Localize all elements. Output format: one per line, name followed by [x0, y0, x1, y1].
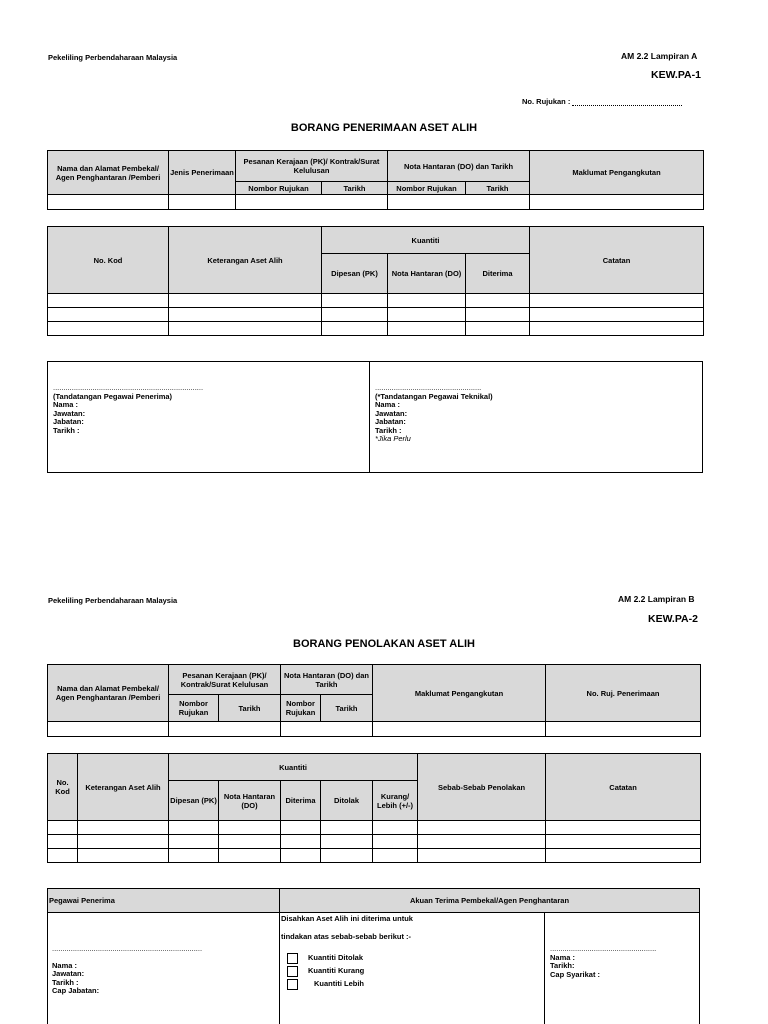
table-cell[interactable]	[388, 195, 530, 210]
table-cell[interactable]	[169, 322, 322, 336]
col-tarikh-do: Tarikh	[321, 695, 373, 722]
table-cell[interactable]	[466, 294, 530, 308]
table-cell[interactable]	[373, 849, 418, 863]
border-right	[699, 912, 700, 1024]
col-nama-alamat: Nama dan Alamat Pembekal/ Agen Penghantaran /Pemberi	[48, 665, 169, 722]
table-cell[interactable]	[219, 849, 281, 863]
table-cell[interactable]	[281, 835, 321, 849]
akuan-line-1: Disahkan Aset Alih ini diterima untuk	[281, 914, 413, 923]
table-cell[interactable]	[48, 322, 169, 336]
form2-acknowledgement	[47, 888, 700, 1024]
table-row	[48, 322, 704, 336]
pegawai-penerima-signature	[52, 945, 202, 996]
tarikh-label: Tarikh :	[375, 425, 402, 435]
form1-table-items	[47, 226, 704, 336]
col-nota-hantaran-do: Nota Hantaran (DO)	[388, 254, 466, 294]
form1-header-right: AM 2.2 Lampiran A	[621, 51, 698, 61]
table-cell[interactable]	[78, 821, 169, 835]
tarikh-label: Tarikh :	[52, 977, 79, 987]
form2-header-left: Pekeliling Perbendaharaan Malaysia	[48, 596, 178, 605]
table-cell[interactable]	[322, 294, 388, 308]
table-row	[48, 722, 701, 737]
table-cell[interactable]	[48, 849, 78, 863]
checkbox-label-ditolak: Kuantiti Ditolak	[308, 953, 364, 962]
col-nota-hantaran: Nota Hantaran (DO) dan Tarikh	[388, 151, 530, 182]
checkbox-group	[287, 951, 413, 990]
col-nombor-rujukan-do: Nombor Rujukan	[388, 182, 466, 195]
table-cell[interactable]	[322, 308, 388, 322]
table-cell[interactable]	[388, 322, 466, 336]
table-cell[interactable]	[418, 849, 546, 863]
col-maklumat-pengangkutan: Maklumat Pengangkutan	[373, 665, 546, 722]
form1-code: KEW.PA-1	[651, 69, 701, 81]
checkbox-lebih[interactable]	[287, 979, 298, 990]
table-cell[interactable]	[466, 308, 530, 322]
col-nama-alamat: Nama dan Alamat Pembekal/ Agen Penghantaran /Pemberi	[48, 151, 169, 195]
table-cell[interactable]	[546, 835, 701, 849]
akuan-text	[281, 915, 413, 990]
form1-signature-box	[47, 361, 703, 473]
checkbox-ditolak[interactable]	[287, 953, 298, 964]
cap-syarikat-label: Cap Syarikat :	[550, 969, 601, 979]
jawatan-label: Jawatan:	[53, 408, 86, 418]
table-cell[interactable]	[78, 835, 169, 849]
table-cell[interactable]	[169, 849, 219, 863]
col-nota-hantaran-do: Nota Hantaran (DO)	[219, 781, 281, 821]
col-tarikh-pk: Tarikh	[322, 182, 388, 195]
nama-label: Nama :	[375, 400, 401, 409]
form2-table-supplier	[47, 664, 701, 737]
form2-code: KEW.PA-2	[648, 613, 698, 625]
tarikh-label: Tarikh :	[53, 425, 80, 435]
nama-label: Nama :	[53, 400, 79, 409]
col-catatan: Catatan	[546, 754, 701, 821]
tarikh-label: Tarikh:	[550, 961, 575, 970]
rujukan-label: No. Rujukan :	[522, 97, 571, 106]
signature-caption: (Tandatangan Pegawai Penerima)	[53, 391, 173, 401]
table-cell[interactable]	[48, 722, 169, 737]
checkbox-label-kurang: Kuantiti Kurang	[308, 966, 365, 975]
form2-header-right: AM 2.2 Lampiran B	[618, 594, 695, 604]
signature-line[interactable]: ........................................................................	[52, 944, 203, 953]
table-cell[interactable]	[530, 308, 704, 322]
signature-teknikal	[375, 384, 493, 444]
signature-line[interactable]: ...................................................	[550, 944, 657, 953]
table-cell[interactable]	[418, 821, 546, 835]
col-keterangan-aset: Keterangan Aset Alih	[169, 227, 322, 294]
jawatan-label: Jawatan:	[52, 969, 85, 978]
table-cell[interactable]	[546, 722, 701, 737]
table-cell[interactable]	[321, 835, 373, 849]
pegawai-penerima-header: Pegawai Penerima	[47, 888, 280, 913]
table-row	[48, 195, 704, 210]
form2-table-items	[47, 753, 701, 863]
table-cell[interactable]	[281, 722, 373, 737]
jabatan-label: Jabatan:	[53, 417, 84, 426]
col-dipesan: Dipesan (PK)	[322, 254, 388, 294]
table-cell[interactable]	[321, 849, 373, 863]
table-cell[interactable]	[530, 322, 704, 336]
table-cell[interactable]	[169, 308, 322, 322]
cap-jabatan-label: Cap Jabatan:	[52, 986, 100, 995]
col-ditolak: Ditolak	[321, 781, 373, 821]
col-dipesan: Dipesan (PK)	[169, 781, 219, 821]
table-cell[interactable]	[466, 322, 530, 336]
col-tarikh-pk: Tarikh	[219, 695, 281, 722]
akuan-terima-header: Akuan Terima Pembekal/Agen Penghantaran	[279, 888, 700, 913]
col-nombor-rujukan-pk: Nombor Rujukan	[236, 182, 322, 195]
col-catatan: Catatan	[530, 227, 704, 294]
checkbox-kurang[interactable]	[287, 966, 298, 977]
col-diterima: Diterima	[466, 254, 530, 294]
rujukan-field[interactable]	[572, 97, 682, 106]
col-jenis-penerimaan: Jenis Penerimaan	[169, 151, 236, 195]
col-keterangan-aset: Keterangan Aset Alih	[78, 754, 169, 821]
signature-line[interactable]: ...................................................	[375, 383, 482, 392]
col-kurang-lebih: Kurang/ Lebih (+/-)	[373, 781, 418, 821]
table-cell[interactable]	[322, 322, 388, 336]
table-cell[interactable]	[373, 821, 418, 835]
divider	[369, 362, 370, 472]
akuan-line-2: tindakan atas sebab-sebab berikut :-	[281, 931, 412, 941]
jabatan-label: Jabatan:	[375, 417, 406, 426]
table-cell[interactable]	[530, 294, 704, 308]
signature-penerima	[53, 384, 203, 435]
col-kuantiti: Kuantiti	[322, 227, 530, 254]
table-cell[interactable]	[321, 821, 373, 835]
col-sebab-penolakan: Sebab-Sebab Penolakan	[418, 754, 546, 821]
pembekal-signature	[550, 945, 656, 979]
table-cell[interactable]	[48, 294, 169, 308]
form2-title: BORANG PENOLAKAN ASET ALIH	[293, 638, 475, 650]
col-pesanan-kerajaan: Pesanan Kerajaan (PK)/ Kontrak/Surat Kelulusan	[169, 665, 281, 695]
table-cell[interactable]	[169, 722, 281, 737]
col-nota-hantaran: Nota Hantaran (DO) dan Tarikh	[281, 665, 373, 695]
border-left	[47, 912, 48, 1024]
col-nombor-rujukan-do: Nombor Rujukan	[281, 695, 321, 722]
table-cell[interactable]	[48, 835, 78, 849]
table-cell[interactable]	[373, 835, 418, 849]
table-row	[48, 294, 704, 308]
col-kuantiti: Kuantiti	[169, 754, 418, 781]
table-cell[interactable]	[169, 835, 219, 849]
table-cell[interactable]	[418, 835, 546, 849]
col-pesanan-kerajaan: Pesanan Kerajaan (PK)/ Kontrak/Surat Kelulusan	[236, 151, 388, 182]
table-cell[interactable]	[388, 308, 466, 322]
jika-perlu-note: *Jika Perlu	[375, 434, 411, 443]
jawatan-label: Jawatan:	[375, 408, 408, 418]
col-no-kod: No. Kod	[48, 227, 169, 294]
table-row	[48, 821, 701, 835]
signature-caption: (*Tandatangan Pegawai Teknikal)	[375, 391, 493, 401]
table-cell[interactable]	[530, 195, 704, 210]
table-row	[48, 835, 701, 849]
col-tarikh-do: Tarikh	[466, 182, 530, 195]
signature-line[interactable]: ........................................................................	[53, 383, 204, 392]
col-no-ruj-penerimaan: No. Ruj. Penerimaan	[546, 665, 701, 722]
table-cell[interactable]	[281, 821, 321, 835]
table-cell[interactable]	[169, 195, 236, 210]
col-maklumat-pengangkutan: Maklumat Pengangkutan	[530, 151, 704, 195]
divider	[279, 912, 280, 1024]
form1-rujukan	[522, 97, 682, 106]
table-cell[interactable]	[78, 849, 169, 863]
table-cell[interactable]	[169, 294, 322, 308]
form1-header-left: Pekeliling Perbendaharaan Malaysia	[48, 53, 178, 62]
table-cell[interactable]	[48, 308, 169, 322]
table-cell[interactable]	[169, 821, 219, 835]
table-cell[interactable]	[546, 821, 701, 835]
table-cell[interactable]	[373, 722, 546, 737]
table-cell[interactable]	[388, 294, 466, 308]
table-cell[interactable]	[48, 195, 169, 210]
nama-label: Nama :	[550, 952, 576, 962]
col-no-kod: No. Kod	[48, 754, 78, 821]
col-diterima: Diterima	[281, 781, 321, 821]
form1-title: BORANG PENERIMAAN ASET ALIH	[290, 122, 478, 134]
table-row	[48, 849, 701, 863]
col-nombor-rujukan-pk: Nombor Rujukan	[169, 695, 219, 722]
table-cell[interactable]	[48, 821, 78, 835]
table-cell[interactable]	[219, 821, 281, 835]
table-cell[interactable]	[236, 195, 388, 210]
form1-table-supplier	[47, 150, 704, 210]
nama-label: Nama :	[52, 960, 78, 970]
table-cell[interactable]	[281, 849, 321, 863]
checkbox-label-lebih: Kuantiti Lebih	[314, 979, 364, 988]
table-cell[interactable]	[219, 835, 281, 849]
divider	[544, 912, 545, 1024]
table-row	[48, 308, 704, 322]
table-cell[interactable]	[546, 849, 701, 863]
